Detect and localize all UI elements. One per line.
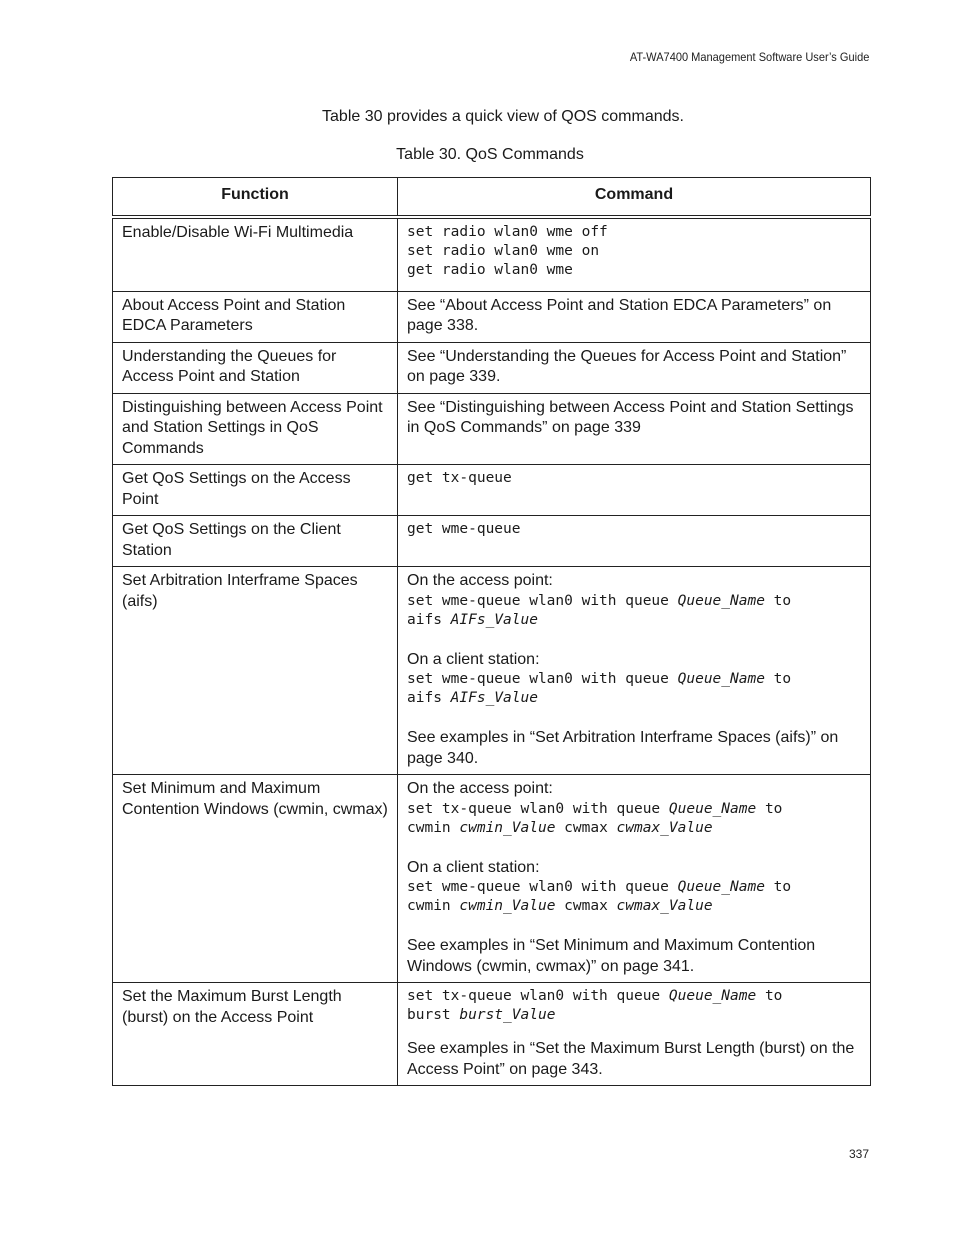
code-variable: Queue_Name (677, 671, 765, 687)
code-line: get tx-queue (407, 470, 512, 486)
code-line: set radio wlan0 wme on (407, 242, 600, 259)
table-row (113, 342, 871, 393)
code-variable: AIFs_Value (450, 690, 538, 706)
command-cell: See “Understanding the Queues for Access Point and Station” on page 339. (398, 342, 871, 393)
command-cell: See “Distinguishing between Access Point and Station Settings in QoS Commands” on page 339 (398, 393, 871, 465)
function-cell: Set Arbitration Interframe Spaces (aifs) (113, 567, 398, 775)
code-line: set wme-queue wlan0 with queue Queue_Name to (407, 879, 792, 895)
function-cell: Get QoS Settings on the Client Station (113, 516, 398, 567)
code-variable: Queue_Name (668, 800, 757, 817)
code-line: set radio wlan0 wme off (407, 223, 608, 240)
table-caption: Table 30. QoS Commands (396, 146, 584, 163)
intro-paragraph: Table 30 provides a quick view of QOS commands. (322, 108, 684, 125)
function-cell: Understanding the Queues for Access Point and Station (113, 342, 398, 393)
command-cell (398, 465, 871, 516)
code-variable: Queue_Name (677, 879, 765, 895)
code-variable: Queue_Name (677, 592, 765, 609)
see-examples-text: See examples in “Set the Maximum Burst Length (burst) on the Access Point” on page 343. (407, 1040, 855, 1078)
code-variable: cwmax_Value (616, 819, 713, 836)
function-column-header: Function (113, 178, 398, 217)
code-line: set tx-queue wlan0 with queue Queue_Name to (407, 988, 783, 1004)
function-cell: Set the Maximum Burst Length (burst) on the Access Point (113, 983, 398, 1086)
code-variable: cwmin_Value (459, 898, 556, 914)
table-row (113, 217, 871, 292)
function-cell: Distinguishing between Access Point and Station Settings in QoS Commands (113, 393, 398, 465)
code-line: set wme-queue wlan0 with queue Queue_Name to (407, 671, 792, 687)
table-row (113, 983, 871, 1086)
command-cell (398, 983, 871, 1086)
code-line: cwmin cwmin_Value cwmax cwmax_Value (407, 819, 713, 836)
client-station-label: On a client station: (407, 650, 540, 668)
code-line: get radio wlan0 wme (407, 261, 573, 278)
access-point-label: On the access point: (407, 572, 553, 589)
function-cell: Set Minimum and Maximum Contention Windows (cwmin, cwmax) (113, 775, 398, 983)
code-variable: cwmax_Value (616, 898, 713, 914)
code-line: get wme-queue (407, 521, 521, 537)
see-examples-text: See examples in “Set Arbitration Interframe Spaces (aifs)” on page 340. (407, 729, 839, 767)
code-line: burst burst_Value (407, 1007, 556, 1023)
page-number: 337 (848, 1147, 869, 1161)
function-cell: Get QoS Settings on the Access Point (113, 465, 398, 516)
command-cell (398, 217, 871, 292)
code-line: cwmin cwmin_Value cwmax cwmax_Value (407, 898, 713, 914)
code-line: set wme-queue wlan0 with queue Queue_Name to (407, 592, 792, 609)
code-line: aifs AIFs_Value (407, 611, 538, 628)
code-variable: cwmin_Value (459, 819, 556, 836)
command-cell: See “About Access Point and Station EDCA Parameters” on page 338. (398, 291, 871, 342)
qos-commands-table (112, 177, 871, 1086)
command-column-header: Command (398, 178, 871, 217)
table-row (113, 393, 871, 465)
running-header: AT-WA7400 Management Software User’s Guide (629, 50, 869, 64)
command-cell (398, 516, 871, 567)
code-line: set tx-queue wlan0 with queue Queue_Name to (407, 800, 783, 817)
command-cell (398, 567, 871, 775)
command-cell (398, 775, 871, 983)
see-examples-text: See examples in “Set Minimum and Maximum Contention Windows (cwmin, cwmax)” on page 341. (407, 937, 816, 975)
code-variable: burst_Value (459, 1007, 556, 1023)
table-row (113, 516, 871, 567)
table-row (113, 291, 871, 342)
access-point-label: On the access point: (407, 780, 553, 797)
code-variable: Queue_Name (668, 988, 757, 1004)
client-station-label: On a client station: (407, 858, 540, 876)
function-cell: Enable/Disable Wi-Fi Multimedia (113, 217, 398, 292)
table-header-row (113, 178, 871, 217)
table-row (113, 567, 871, 775)
function-cell: About Access Point and Station EDCA Parameters (113, 291, 398, 342)
code-line: aifs AIFs_Value (407, 690, 538, 706)
code-variable: AIFs_Value (450, 611, 538, 628)
table-row (113, 775, 871, 983)
table-row (113, 465, 871, 516)
